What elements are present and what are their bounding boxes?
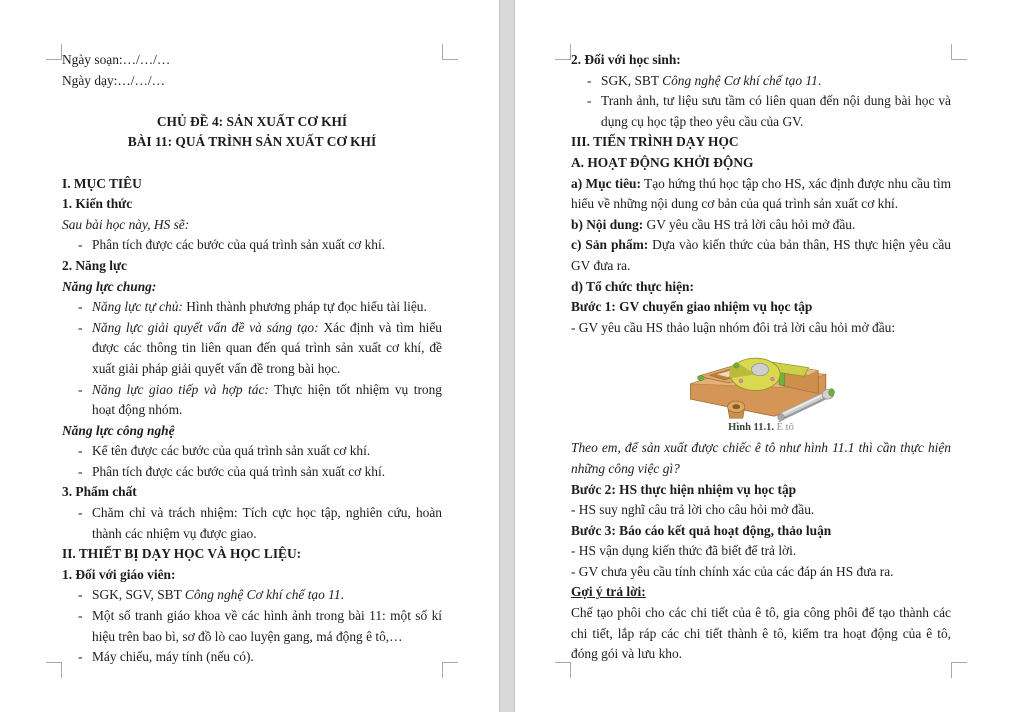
bullet-cham-chi: - Chăm chỉ và trách nhiệm: Tích cực học tập, nghiên cứu, hoàn thành các nhiệm vụ được giao. — [78, 505, 442, 541]
margin-crop-mark — [442, 662, 458, 678]
margin-crop-mark — [555, 44, 571, 60]
bullet-dash: - — [78, 299, 83, 315]
heading-thiet-bi: II. THIẾT BỊ DẠY HỌC VÀ HỌC LIỆU: — [62, 546, 302, 562]
bullet-nl-tu-chu: - Năng lực tự chủ: Hình thành phương pháp tự đọc hiểu tài liệu. — [62, 297, 442, 318]
doc-title-lesson: BÀI 11: QUÁ TRÌNH SẢN XUẤT CƠ KHÍ — [127, 134, 377, 150]
date-taught-line: Ngày dạy:…/…/… — [62, 72, 166, 88]
bullet-ke-ten: - Kể tên được các bước của quá trình sản xuất cơ khí. — [62, 441, 442, 462]
para-hs-van-dung: - HS vận dụng kiến thức đã biết để trả lời. — [571, 543, 797, 559]
para-question: Theo em, để sản xuất được chiếc ê tô như hình 11.1 thì cần thực hiện những công việc gì? — [571, 440, 951, 476]
document-page-1 — [0, 0, 499, 712]
bullet-dash: - — [78, 463, 83, 479]
bullet-sgk-hs: - SGK, SBT Công nghệ Cơ khí chế tạo 11. — [571, 71, 951, 92]
bullet-dash: - — [78, 649, 83, 665]
bullet-dash: - — [587, 93, 592, 109]
bullet-tranh-anh: - Tranh ảnh, tư liệu sưu tầm có liên quan đến nội dung bài học và dụng cụ học tập theo yêu cầu của GV. — [587, 93, 951, 129]
blank-line — [62, 153, 442, 174]
doc-title-topic: CHỦ ĐỀ 4: SẢN XUẤT CƠ KHÍ — [156, 113, 348, 129]
margin-crop-mark — [555, 662, 571, 678]
para-muc-tieu: a) Mục tiêu: Tạo hứng thú học tập cho HS, xác định được nhu cầu tìm hiểu về những nội dung cơ bản của quá trình sản xuất cơ khí. — [571, 175, 951, 212]
heading-buoc-3: Bước 3: Báo cáo kết quả hoạt động, thảo luận — [571, 522, 832, 538]
bullet-dash: - — [78, 443, 83, 459]
lead-sau-bai-hoc: Sau bài học này, HS sẽ: — [62, 216, 190, 232]
page-2-text-column — [571, 50, 951, 665]
bullet-dash: - — [587, 72, 592, 88]
vise-image — [671, 340, 851, 422]
para-hs-suy-nghi: - HS suy nghĩ câu trả lời cho câu hỏi mở đầu. — [571, 502, 815, 518]
figure-caption-label: Hình 11.1. — [728, 422, 774, 434]
heading-buoc-1: Bước 1: GV chuyển giao nhiệm vụ học tập — [571, 299, 813, 315]
bullet-nl-giao-tiep: - Năng lực giao tiếp và hợp tác: Thực hiện tốt nhiệm vụ trong hoạt động nhóm. — [78, 381, 442, 418]
bullet-phan-tich-2: - Phân tích được các bước của quá trình sản xuất cơ khí. — [62, 462, 442, 483]
figure-caption-title: Ê tô — [773, 422, 794, 434]
para-san-pham: c) Sản phẩm: Dựa vào kiến thức của bản thân, HS thực hiện yêu cầu GV đưa ra. — [571, 237, 951, 273]
bullet-dash: - — [78, 608, 83, 624]
margin-crop-mark — [46, 662, 62, 678]
blank-line — [62, 91, 442, 112]
para-gv-yeu-cau: - GV yêu cầu HS thảo luận nhóm đôi trả lời câu hỏi mở đầu: — [571, 319, 896, 335]
bullet-dash: - — [78, 237, 83, 253]
para-goi-y-content: Chế tạo phôi cho các chi tiết của ê tô, gia công phôi để tạo thành các chi tiết, lắp ráp các chi tiết thành ê tô, kiểm tra hoạt động của ê tô, đóng gói và lưu kho. — [571, 605, 951, 662]
subheading-nang-luc-chung: Năng lực chung: — [62, 278, 157, 294]
heading-tien-trinh: III. TIẾN TRÌNH DẠY HỌC — [571, 134, 739, 150]
margin-crop-mark — [951, 44, 967, 60]
page-gap-divider — [499, 0, 515, 712]
bullet-dash: - — [78, 319, 83, 335]
heading-pham-chat: 3. Phẩm chất — [62, 484, 137, 500]
margin-crop-mark — [442, 44, 458, 60]
bullet-dash: - — [78, 381, 83, 397]
heading-muc-tieu: I. MỤC TIÊU — [62, 175, 142, 191]
bullet-dash: - — [78, 505, 83, 521]
heading-buoc-2: Bước 2: HS thực hiện nhiệm vụ học tập — [571, 481, 797, 497]
bullet-may-chieu: - Máy chiếu, máy tính (nếu có). — [62, 647, 442, 668]
date-prepared-line: Ngày soạn:…/…/… — [62, 52, 171, 67]
para-gv-chua-yeu-cau: - GV chưa yêu cầu tính chính xác của các đáp án HS đưa ra. — [571, 563, 894, 579]
heading-nang-luc: 2. Năng lực — [62, 257, 127, 273]
margin-crop-mark — [46, 44, 62, 60]
heading-doi-voi-giao-vien: 1. Đối với giáo viên: — [62, 566, 176, 582]
bullet-tranh-giao-khoa: - Một số tranh giáo khoa về các hình ảnh trong bài 11: một số kí hiệu trên bao bì, sơ đồ lò cao luyện gang, má động ê tô,… — [78, 608, 442, 644]
heading-hoat-dong-khoi-dong: A. HOẠT ĐỘNG KHỞI ĐỘNG — [571, 154, 754, 170]
document-page-2 — [515, 0, 1009, 712]
bullet-phan-tich: - Phân tích được các bước của quá trình sản xuất cơ khí. — [62, 235, 442, 256]
heading-kien-thuc: 1. Kiến thức — [62, 196, 133, 212]
heading-doi-voi-hoc-sinh: 2. Đối với học sinh: — [571, 52, 681, 67]
para-noi-dung: b) Nội dung: GV yêu cầu HS trả lời câu hỏi mở đầu. — [571, 216, 856, 232]
heading-goi-y: Gợi ý trả lời: — [571, 584, 646, 600]
page-1-text-column — [62, 50, 442, 668]
figure-block — [571, 340, 951, 436]
para-to-chuc: d) Tổ chức thực hiện: — [571, 278, 694, 294]
margin-crop-mark — [951, 662, 967, 678]
figure-caption — [571, 422, 951, 434]
bullet-dash: - — [78, 587, 83, 603]
bullet-sgk-gv: - SGK, SGV, SBT Công nghệ Cơ khí chế tạo 11. — [62, 585, 442, 606]
bullet-nl-giai-quyet: - Năng lực giải quyết vấn đề và sáng tạo: Xác định và tìm hiểu được các thông tin liên quan đến quá trình sản xuất cơ khí, đề xuất giải pháp giải quyết vấn đề trong bài học. — [78, 319, 442, 376]
subheading-nang-luc-cong-nghe: Năng lực công nghệ — [62, 422, 175, 438]
